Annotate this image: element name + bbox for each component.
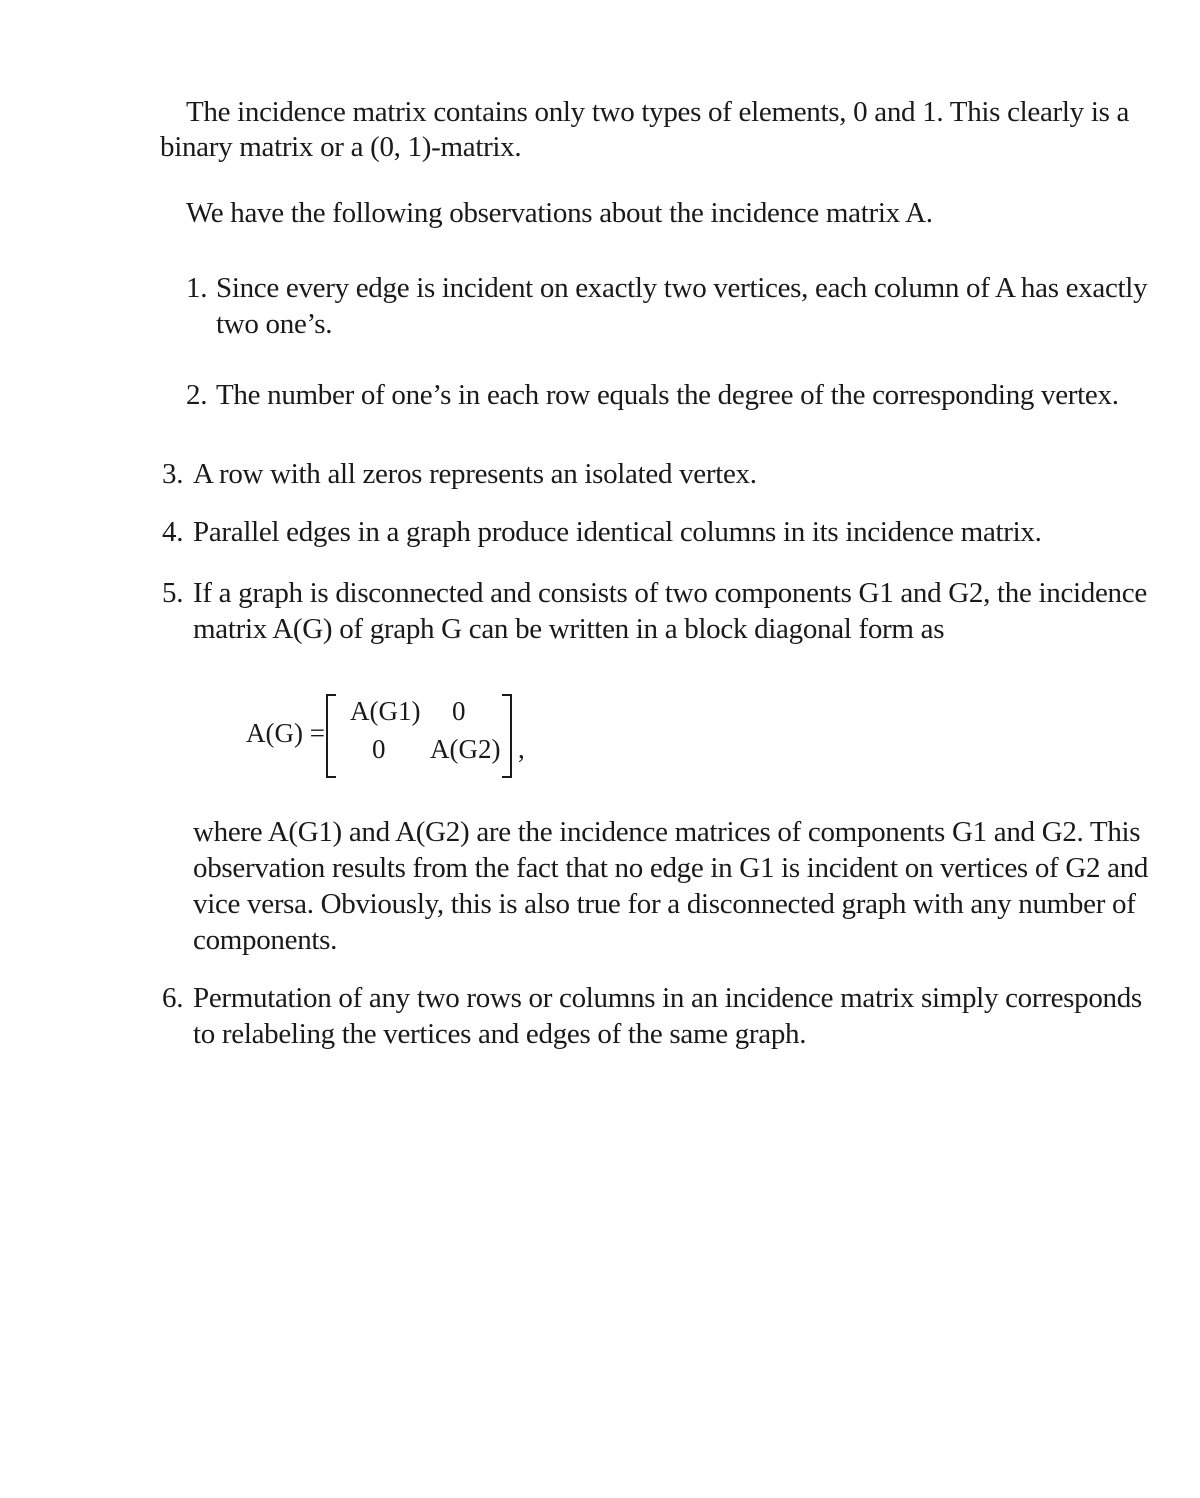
list-item-number: 6.: [162, 982, 184, 1014]
list-item-5-after-1: where A(G1) and A(G2) are the incidence matrices of components G1 and G2. This: [193, 816, 1141, 848]
list-item-number: 5.: [162, 577, 184, 609]
list-item-5-after-4: components.: [193, 924, 338, 956]
matrix-cell-1-2: 0: [452, 696, 466, 726]
list-item-1: [186, 270, 1148, 342]
list-item-5-after-3: vice versa. Obviously, this is also true for a disconnected graph with any number of: [193, 888, 1136, 920]
matrix-cell-1-1: A(G1): [350, 696, 421, 726]
list-item-5-continuation: [193, 814, 1149, 958]
list-item-1-line-1: Since every edge is incident on exactly two vertices, each column of A has exactly: [216, 272, 1148, 304]
list-item-6-line-1: Permutation of any two rows or columns in an incidence matrix simply corresponds: [193, 982, 1142, 1014]
matrix-right-bracket: [502, 694, 512, 778]
matrix-cell-2-1: 0: [372, 734, 386, 764]
matrix-cell-2-2: A(G2): [430, 734, 501, 764]
list-item-5-after-2: observation results from the fact that no edge in G1 is incident on vertices of G2 and: [193, 852, 1149, 884]
list-item-3-line-1: A row with all zeros represents an isolated vertex.: [193, 458, 757, 490]
list-item-3: [162, 456, 1062, 492]
list-item-4: [162, 514, 1062, 550]
block-diagonal-equation: [246, 690, 566, 780]
list-item-2-line-1: The number of one’s in each row equals the degree of the corresponding vertex.: [216, 379, 1119, 411]
list-item-2: [186, 377, 1119, 413]
intro-paragraph: [160, 95, 1130, 165]
list-item-5: [162, 575, 1147, 647]
observations-intro-text: We have the following observations about the incidence matrix A.: [186, 197, 933, 229]
matrix-left-bracket: [326, 694, 336, 778]
list-item-1-line-2: two one’s.: [216, 308, 333, 340]
intro-line-2: binary matrix or a (0, 1)-matrix.: [160, 131, 522, 163]
list-item-number: 1.: [186, 272, 208, 304]
observations-intro: [186, 196, 933, 231]
list-item-number: 2.: [186, 379, 208, 411]
list-item-5-line-2: matrix A(G) of graph G can be written in a block diagonal form as: [193, 613, 945, 645]
equation-lhs: A(G) =: [246, 718, 325, 748]
list-item-4-line-1: Parallel edges in a graph produce identical columns in its incidence matrix.: [193, 516, 1042, 548]
equation-comma: ,: [518, 734, 525, 764]
list-item-number: 4.: [162, 516, 184, 548]
list-item-number: 3.: [162, 458, 184, 490]
list-item-5-line-1: If a graph is disconnected and consists of two components G1 and G2, the incidence: [193, 577, 1147, 609]
list-item-6: [162, 980, 1142, 1052]
intro-line-1: The incidence matrix contains only two types of elements, 0 and 1. This clearly is a: [186, 96, 1130, 128]
list-item-6-line-2: to relabeling the vertices and edges of the same graph.: [193, 1018, 807, 1050]
